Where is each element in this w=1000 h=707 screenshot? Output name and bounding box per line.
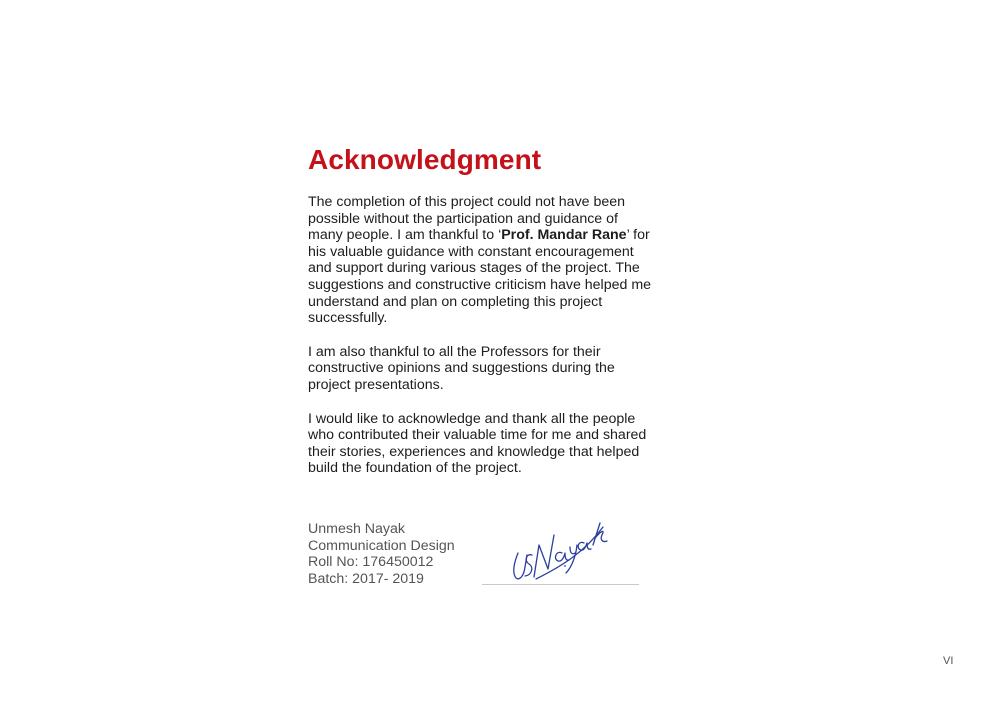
- handwritten-signature: [480, 515, 640, 587]
- author-roll-number: Roll No: 176450012: [308, 554, 434, 571]
- professor-name: Prof. Mandar Rane: [501, 227, 627, 244]
- paragraph-guidance: [308, 194, 653, 327]
- author-department: Communication Design: [308, 537, 455, 554]
- author-batch: Batch: 2017- 2019: [308, 570, 424, 587]
- author-name: Unmesh Nayak: [308, 521, 405, 537]
- signature-line: [482, 584, 639, 585]
- paragraph-contributors: I would like to acknowledge and thank all the people who contributed their valuable time for me and shared their stories, experiences and knowledge that helped build the foundation of the project.: [308, 410, 647, 477]
- paragraph-guidance-end: ’ for his valuable guidance with constant encouragement and support during various stages of the project. The suggestions and constructive criticism have helped me understand and plan on completing this project successfully.: [308, 227, 652, 327]
- page-number: VI: [943, 655, 954, 667]
- paragraph-guidance-start: The completion of this project could not have been possible without the participation and guidance of many people. I am thankful to ‘: [308, 194, 626, 244]
- paragraph-professors: I am also thankful to all the Professors for their constructive opinions and suggestions during the project presentations.: [308, 343, 615, 393]
- page-title: Acknowledgment: [308, 144, 542, 175]
- author-details: [308, 521, 455, 587]
- acknowledgment-section: [308, 140, 653, 494]
